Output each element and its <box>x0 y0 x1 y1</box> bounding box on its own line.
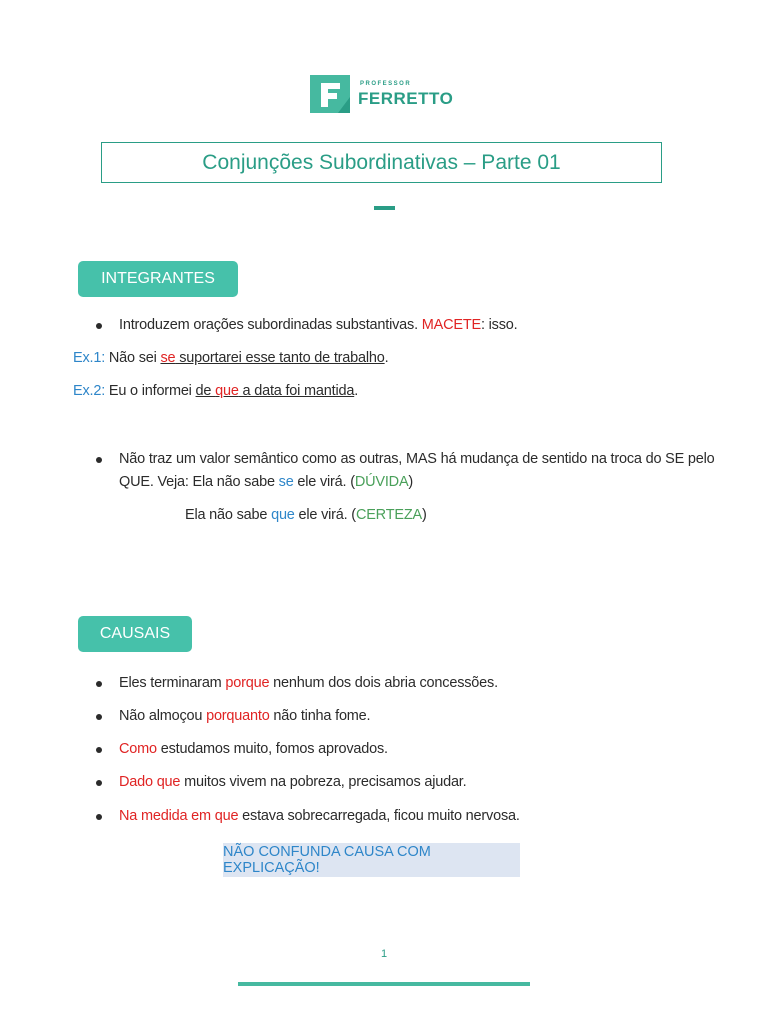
title-box <box>101 142 662 183</box>
causais-item <box>119 808 520 824</box>
underlined-clause: suportarei esse tanto de trabalho <box>175 350 385 366</box>
underlined-clause: de <box>195 383 216 399</box>
bullet <box>96 323 102 329</box>
page-number: 1 <box>380 948 388 960</box>
text: Não sei <box>105 350 161 366</box>
conjunction-highlight: porquanto <box>206 708 270 724</box>
causais-item <box>119 774 466 790</box>
logo-small-text: PROFESSOR <box>360 81 412 87</box>
conjunction-highlight: porque <box>225 675 270 691</box>
note-box <box>223 843 520 877</box>
section-label-causais-text: CAUSAIS <box>99 625 171 642</box>
text: nenhum dos dois abria concessões. <box>269 675 498 691</box>
conjunction-highlight: que <box>271 507 295 523</box>
bullet <box>96 681 102 687</box>
text: Não almoçou <box>119 708 207 724</box>
section-label-integrantes <box>78 261 238 297</box>
example-label: Ex.2: <box>73 383 106 399</box>
section-label-causais <box>78 616 192 652</box>
conjunction-highlight: se <box>278 474 294 490</box>
conjunction-highlight: Na medida em que <box>119 808 239 824</box>
logo-f-icon <box>310 75 350 113</box>
text: ) <box>408 474 414 490</box>
text: . <box>384 350 389 366</box>
section-label-integrantes-text: INTEGRANTES <box>101 270 215 287</box>
text: Introduzem orações subordinadas substantivas. <box>119 317 422 333</box>
integrantes-bullet-2-line-1: Não traz um valor semântico como as outras, MAS há mudança de sentido na troca do SE pelo <box>119 451 715 467</box>
text: . <box>354 383 359 399</box>
macete-highlight: MACETE <box>421 317 481 333</box>
note-text: NÃO CONFUNDA CAUSA COM EXPLICAÇÃO! <box>223 844 431 876</box>
conjunction-highlight: se <box>160 350 176 366</box>
underlined-clause: a data foi mantida <box>238 383 355 399</box>
text: muitos vivem na pobreza, precisamos ajudar. <box>180 774 467 790</box>
text: : isso. <box>480 317 518 333</box>
meaning-highlight: DÚVIDA <box>354 474 409 490</box>
text: não tinha fome. <box>269 708 371 724</box>
example-label: Ex.1: <box>73 350 106 366</box>
text: estudamos muito, fomos aprovados. <box>156 741 388 757</box>
footer-divider <box>238 982 530 986</box>
causais-item <box>119 741 388 757</box>
integrantes-bullet-1 <box>119 317 517 333</box>
text: Eu o informei <box>105 383 196 399</box>
text: estava sobrecarregada, ficou muito nervosa. <box>238 808 520 824</box>
logo-brand-text: FERRETTO <box>358 89 454 108</box>
text: Eles terminaram <box>119 675 226 691</box>
conjunction-highlight: Como <box>119 741 157 757</box>
bullet <box>96 747 102 753</box>
bullet <box>96 814 102 820</box>
causais-item <box>119 675 498 691</box>
integrantes-bullet-2-line-2 <box>119 474 413 490</box>
text: ele virá. ( <box>293 474 355 490</box>
bullet <box>96 780 102 786</box>
text: ) <box>421 507 427 523</box>
bullet <box>96 457 102 463</box>
causais-item <box>119 708 370 724</box>
example-2 <box>73 383 358 399</box>
title-divider <box>374 206 395 210</box>
conjunction-highlight: que <box>215 383 239 399</box>
text: Ela não sabe <box>185 507 272 523</box>
conjunction-highlight: Dado que <box>119 774 181 790</box>
logo <box>310 75 470 115</box>
integrantes-bullet-2-line-3 <box>185 507 427 523</box>
meaning-highlight: CERTEZA <box>355 507 422 523</box>
page-title: Conjunções Subordinativas – Parte 01 <box>202 150 561 174</box>
text: ele virá. ( <box>294 507 356 523</box>
example-1 <box>73 350 388 366</box>
text: QUE. Veja: Ela não sabe <box>119 474 279 490</box>
bullet <box>96 714 102 720</box>
